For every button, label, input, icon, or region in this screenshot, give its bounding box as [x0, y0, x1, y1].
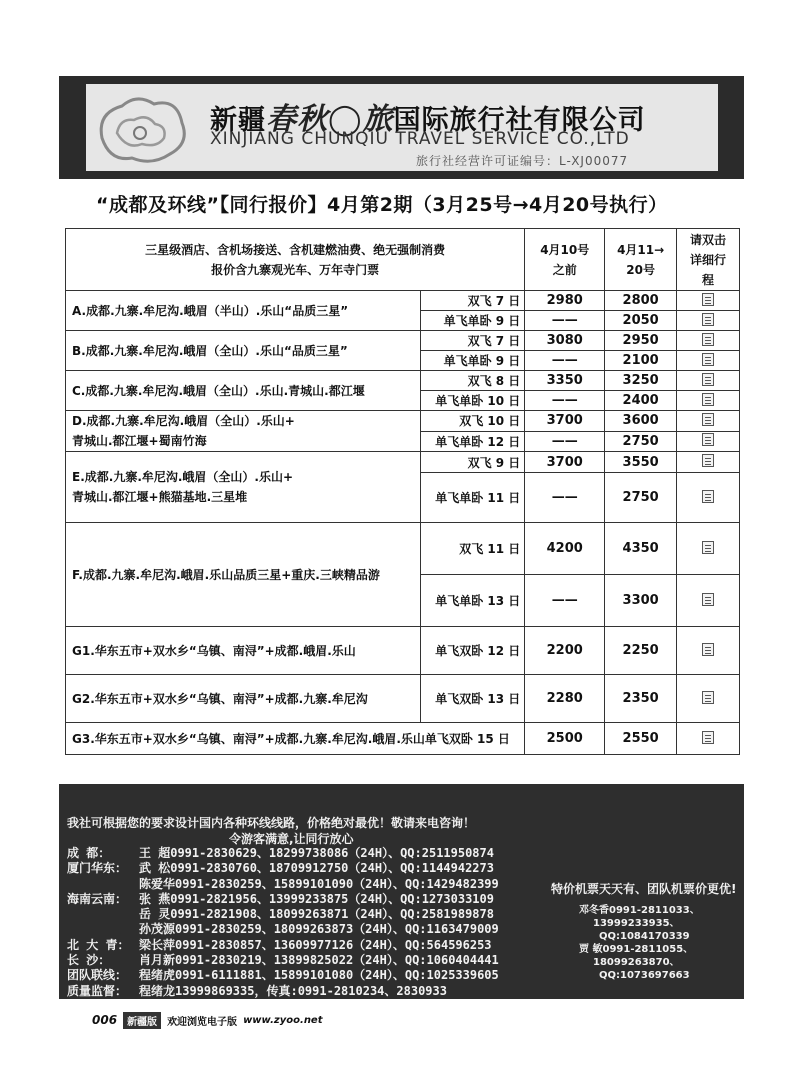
price-before: ——	[525, 575, 605, 627]
contact-panel	[59, 784, 744, 999]
logo-panel	[86, 84, 718, 171]
price-after: 2050	[605, 311, 677, 331]
itinerary-link[interactable]	[677, 431, 740, 452]
table-row	[66, 523, 740, 575]
footer-slogan: 欢迎浏览电子版	[167, 1016, 238, 1028]
price-before: ——	[525, 391, 605, 411]
price-before: 3700	[525, 411, 605, 432]
ticket-promo: 特价机票天天有、团队机票价更优!	[551, 882, 737, 896]
price-before: ——	[525, 311, 605, 331]
price-after: 3250	[605, 371, 677, 391]
route-name: C.成都.九寨.牟尼沟.峨眉（全山）.乐山.青城山.都江堰	[66, 371, 421, 411]
document-icon[interactable]	[702, 353, 714, 366]
table-row	[66, 675, 740, 723]
list-item: 质量监督： 程绪龙13999869335，传真:0991-2810234、2830933	[67, 983, 447, 998]
trip-plan: 双飞 7 日	[421, 331, 525, 351]
table-row	[66, 291, 740, 311]
itinerary-link[interactable]	[677, 291, 740, 311]
document-icon[interactable]	[702, 593, 714, 606]
company-name: 新疆春秋◯旅国际旅行社有限公司	[210, 102, 646, 137]
table-row	[66, 371, 740, 391]
list-item: 陈爱华0991-2830259、15899101090（24H）、QQ:1429482399	[139, 876, 499, 891]
document-icon[interactable]	[702, 293, 714, 306]
price-after: 2550	[605, 723, 677, 755]
price-before: 4200	[525, 523, 605, 575]
header-click-col: 请双击 详细行 程	[677, 229, 740, 291]
price-after: 2400	[605, 391, 677, 411]
trip-plan: 双飞 7 日	[421, 291, 525, 311]
table-header-row	[66, 229, 740, 291]
itinerary-link[interactable]	[677, 473, 740, 523]
itinerary-link[interactable]	[677, 627, 740, 675]
company-name-en: XINJIANG CHUNQIU TRAVEL SERVICE CO.,LTD	[210, 129, 630, 149]
trip-plan: 单飞单卧 12 日	[421, 431, 525, 452]
table-row	[66, 452, 740, 473]
price-after: 2100	[605, 351, 677, 371]
itinerary-link[interactable]	[677, 311, 740, 331]
itinerary-link[interactable]	[677, 723, 740, 755]
price-before: 2280	[525, 675, 605, 723]
site-link[interactable]: www.zyoo.net	[243, 1014, 323, 1026]
price-before: ——	[525, 351, 605, 371]
document-icon[interactable]	[702, 691, 714, 704]
price-before: ——	[525, 473, 605, 523]
list-item: 孙茂源0991-2830259、18099263873（24H）、QQ:1163479009	[139, 922, 499, 937]
header-desc: 三星级酒店、含机场接送、含机建燃油费、绝无强制消费 报价含九寨观光车、万年寺门票	[66, 229, 525, 291]
document-icon[interactable]	[702, 541, 714, 554]
route-name: F.成都.九寨.牟尼沟.峨眉.乐山品质三星+重庆.三峡精品游	[66, 523, 421, 627]
trip-plan: 单飞单卧 9 日	[421, 311, 525, 331]
document-icon[interactable]	[702, 333, 714, 346]
itinerary-link[interactable]	[677, 371, 740, 391]
document-icon[interactable]	[702, 433, 714, 446]
route-name: D.成都.九寨.牟尼沟.峨眉（全山）.乐山+ 青城山.都江堰+蜀南竹海	[66, 411, 421, 452]
price-after: 4350	[605, 523, 677, 575]
trip-plan: 双飞 11 日	[421, 523, 525, 575]
page-footer	[92, 1010, 323, 1030]
trip-plan: 双飞 10 日	[421, 411, 525, 432]
list-item: 岳 灵0991-2821908、18099263871（24H）、QQ:2581989878	[139, 907, 494, 922]
price-before: 3350	[525, 371, 605, 391]
slogan-text: 令游客满意,让同行放心	[229, 832, 354, 846]
itinerary-link[interactable]	[677, 391, 740, 411]
price-after: 2800	[605, 291, 677, 311]
itinerary-link[interactable]	[677, 331, 740, 351]
price-before: 2200	[525, 627, 605, 675]
document-icon[interactable]	[702, 490, 714, 503]
list-item: 北 大 青： 梁长萍0991-2830857、13609977126（24H）、QQ:564596253	[67, 937, 492, 952]
document-icon[interactable]	[702, 413, 714, 426]
list-item: 长 沙： 肖月新0991-2830219、13899825022（24H）、QQ:1060404441	[67, 953, 499, 968]
price-before: 2980	[525, 291, 605, 311]
trip-plan: 单飞单卧 11 日	[421, 473, 525, 523]
price-after: 3600	[605, 411, 677, 432]
table-row	[66, 331, 740, 351]
contact-list	[67, 846, 499, 999]
intro-text: 我社可根据您的要求设计国内各种环线线路，价格绝对最优！敬请来电咨询！	[67, 816, 476, 830]
price-after: 3550	[605, 452, 677, 473]
price-before: 3080	[525, 331, 605, 351]
price-after: 2250	[605, 627, 677, 675]
price-before: 3700	[525, 452, 605, 473]
trip-plan: 双飞 8 日	[421, 371, 525, 391]
trip-plan: 单飞单卧 10 日	[421, 391, 525, 411]
table-row	[66, 627, 740, 675]
document-icon[interactable]	[702, 313, 714, 326]
list-item: 成 都： 王 超0991-2830629、18299738086（24H）、QQ:2511950874	[67, 846, 494, 860]
list-item: 厦门华东： 武 松0991-2830760、18709912750（24H）、QQ:1144942273	[67, 861, 494, 876]
edition-badge: 新疆版	[123, 1012, 161, 1029]
trip-plan: 单飞单卧 13 日	[421, 575, 525, 627]
document-icon[interactable]	[702, 731, 714, 744]
document-icon[interactable]	[702, 393, 714, 406]
price-before: 2500	[525, 723, 605, 755]
document-icon[interactable]	[702, 454, 714, 467]
license-number: 旅行社经营许可证编号：L-XJ00077	[416, 154, 629, 168]
price-after: 2950	[605, 331, 677, 351]
route-name: G1.华东五市+双水乡“乌镇、南浔”+成都.峨眉.乐山	[66, 627, 421, 675]
itinerary-link[interactable]	[677, 411, 740, 432]
price-before: ——	[525, 431, 605, 452]
route-name: G2.华东五市+双水乡“乌镇、南浔”+成都.九寨.牟尼沟	[66, 675, 421, 723]
trip-plan: 单飞单卧 9 日	[421, 351, 525, 371]
document-icon[interactable]	[702, 643, 714, 656]
list-item: 团队联线： 程绪虎0991-6111881、15899101080（24H）、QQ:1025339605	[67, 968, 499, 983]
route-name: E.成都.九寨.牟尼沟.峨眉（全山）.乐山+ 青城山.都江堰+熊猫基地.三星堆	[66, 452, 421, 523]
itinerary-link[interactable]	[677, 575, 740, 627]
itinerary-link[interactable]	[677, 523, 740, 575]
price-table	[65, 228, 740, 755]
ticket-contacts: 邓冬香0991-2811033、 13999233935、 QQ:1084170339 贾 敏0991-2811055、 18099263870、 QQ:1073697663	[579, 905, 700, 981]
trip-plan: 双飞 9 日	[421, 452, 525, 473]
itinerary-link[interactable]	[677, 452, 740, 473]
document-icon[interactable]	[702, 373, 714, 386]
price-after: 2350	[605, 675, 677, 723]
page-number: 006	[92, 1013, 118, 1027]
price-after: 2750	[605, 431, 677, 452]
itinerary-link[interactable]	[677, 675, 740, 723]
price-after: 3300	[605, 575, 677, 627]
route-name: B.成都.九寨.牟尼沟.峨眉（全山）.乐山“品质三星”	[66, 331, 421, 371]
route-name: A.成都.九寨.牟尼沟.峨眉（半山）.乐山“品质三星”	[66, 291, 421, 331]
cloud-logo-icon	[92, 88, 192, 168]
table-row	[66, 411, 740, 432]
page-title: “成都及环线”【同行报价】4月第2期（3月25号→4月20号执行）	[96, 194, 668, 216]
itinerary-link[interactable]	[677, 351, 740, 371]
header-before-col: 4月10号 之前	[525, 229, 605, 291]
trip-plan: 单飞双卧 12 日	[421, 627, 525, 675]
table-row	[66, 723, 740, 755]
price-after: 2750	[605, 473, 677, 523]
route-name: G3.华东五市+双水乡“乌镇、南浔”+成都.九寨.牟尼沟.峨眉.乐山单飞双卧 15 日	[66, 723, 525, 755]
header-banner	[59, 76, 744, 179]
trip-plan: 单飞双卧 13 日	[421, 675, 525, 723]
list-item: 海南云南： 张 燕0991-2821956、13999233875（24H）、QQ:1273033109	[67, 891, 494, 906]
header-after-col: 4月11→ 20号	[605, 229, 677, 291]
